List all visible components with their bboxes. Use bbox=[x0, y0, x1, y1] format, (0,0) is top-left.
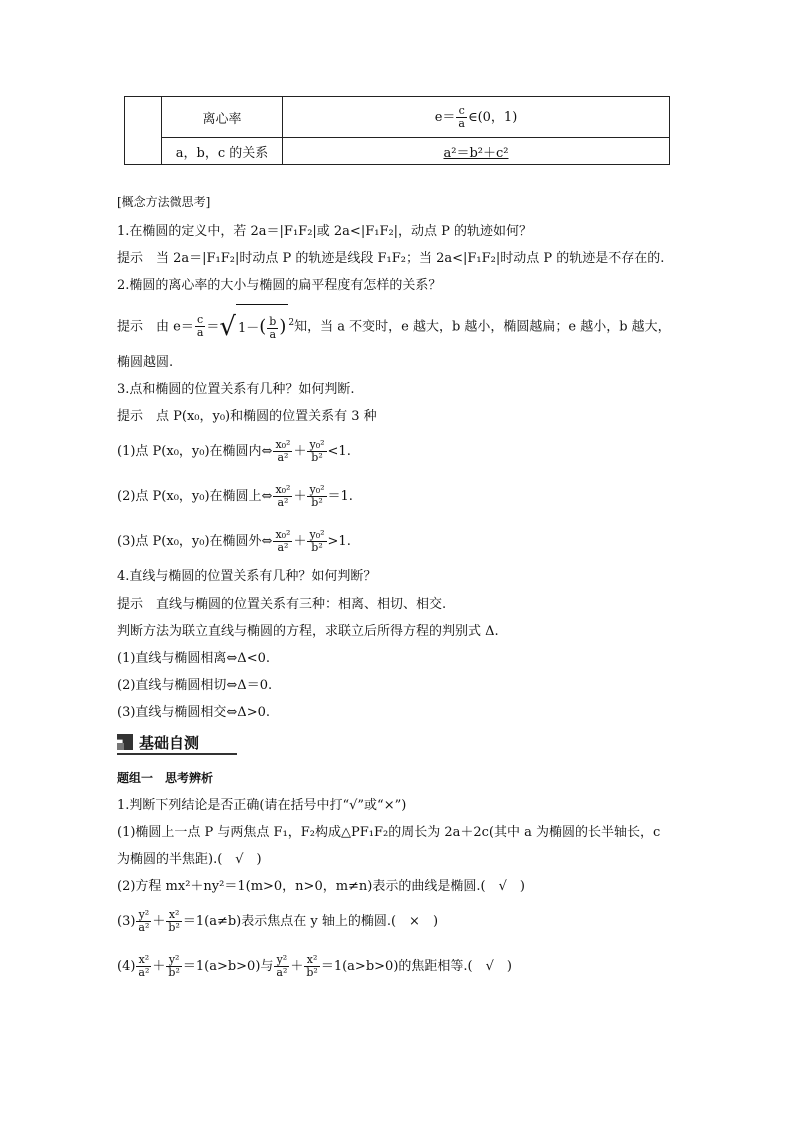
eccentricity-label: 离心率 bbox=[202, 111, 242, 127]
radicand-one: 1－ bbox=[237, 321, 260, 337]
fraction bbox=[166, 954, 181, 979]
fraction-denominator: a² bbox=[276, 966, 288, 979]
fraction-numerator: x² bbox=[136, 954, 151, 967]
item-4-mid-text: ＝1(a>b>0)与 bbox=[182, 959, 274, 974]
fraction-denominator: b² bbox=[311, 541, 323, 554]
case-2-text: (2)点 P(x₀，y₀)在椭圆上⇔ bbox=[117, 489, 273, 504]
fraction bbox=[307, 484, 326, 509]
fraction-denominator: b² bbox=[168, 921, 180, 934]
plus-sign: ＋ bbox=[293, 534, 307, 549]
equals-sign: ＝ bbox=[206, 319, 220, 335]
exercise-group-title: 题组一 思考辨析 bbox=[117, 771, 214, 785]
fraction bbox=[456, 105, 467, 130]
fraction bbox=[273, 439, 292, 464]
plus-sign: ＋ bbox=[293, 489, 307, 504]
fraction bbox=[136, 954, 151, 979]
table-cell-value bbox=[283, 138, 670, 165]
concept-heading: [概念方法微思考] bbox=[117, 195, 211, 209]
fraction-numerator: b bbox=[269, 315, 277, 329]
plus-sign: ＋ bbox=[152, 959, 166, 974]
fraction-numerator: c bbox=[456, 105, 467, 118]
fraction-numerator: x₀² bbox=[275, 528, 291, 541]
ellipse-properties-table bbox=[124, 96, 670, 165]
plus-sign: ＋ bbox=[293, 444, 307, 459]
fraction-numerator: y₀² bbox=[309, 528, 325, 541]
paren-open: ( bbox=[259, 316, 267, 338]
fraction-numerator: y² bbox=[274, 954, 289, 967]
fraction-numerator: x₀² bbox=[275, 483, 291, 496]
concept-answer-2 bbox=[117, 303, 671, 343]
item-3-number: (3) bbox=[117, 914, 136, 929]
table-cell-value bbox=[283, 97, 670, 138]
concept-answer-2-line-2: 椭圆越圆. bbox=[117, 355, 174, 370]
fraction-numerator: x² bbox=[304, 954, 319, 967]
fraction bbox=[267, 316, 278, 341]
fraction-denominator: a bbox=[458, 116, 465, 130]
concept-answer-1: 提示 当 2a＝|F₁F₂|时动点 P 的轨迹是线段 F₁F₂；当 2a<|F₁F₂|时动点 P 的轨迹是不存在的. bbox=[117, 251, 665, 266]
fraction-numerator: c bbox=[195, 314, 206, 327]
concept-answer-4: 提示 直线与椭圆的位置关系有三种：相离、相切、相交. bbox=[117, 597, 447, 612]
fraction-denominator: a bbox=[269, 328, 277, 342]
fraction bbox=[274, 954, 289, 979]
fraction-denominator: a² bbox=[277, 496, 289, 509]
answer-2-text: 知，当 a 不变时，e 越大，b 越小，椭圆越扁；e 越小，b 越大， bbox=[294, 319, 671, 335]
table-row bbox=[125, 138, 670, 165]
exponent: 2 bbox=[288, 318, 295, 328]
paren-close: ) bbox=[279, 316, 287, 338]
concept-question-3: 3.点和椭圆的位置关系有几种？如何判断. bbox=[117, 382, 355, 397]
concept-question-1: 1.在椭圆的定义中，若 2a＝|F₁F₂|或 2a<|F₁F₂|，动点 P 的轨迹如何？ bbox=[117, 224, 533, 239]
section-divider bbox=[117, 753, 237, 755]
fraction-denominator: a bbox=[196, 326, 204, 340]
exercise-item-1-line-2: 为椭圆的半焦距).( √ ) bbox=[117, 852, 262, 867]
eccentricity-prefix: e＝ bbox=[434, 109, 456, 125]
position-case-3 bbox=[117, 526, 351, 558]
fraction-denominator: a² bbox=[138, 966, 150, 979]
fraction bbox=[166, 909, 181, 934]
line-case-2: (2)直线与椭圆相切⇔Δ＝0. bbox=[117, 678, 273, 693]
fraction-denominator: b² bbox=[168, 966, 180, 979]
fraction-numerator: x² bbox=[166, 909, 181, 922]
exercise-item-3 bbox=[117, 906, 438, 938]
section-header bbox=[117, 731, 237, 753]
fraction-denominator: b² bbox=[311, 451, 323, 464]
fraction-denominator: b² bbox=[306, 966, 318, 979]
fraction-numerator: y² bbox=[136, 909, 151, 922]
exercise-item-4 bbox=[117, 951, 512, 983]
radicand bbox=[236, 304, 288, 349]
section-title: 基础自测 bbox=[139, 734, 200, 752]
fraction-numerator: y² bbox=[166, 954, 181, 967]
line-case-3: (3)直线与椭圆相交⇔Δ>0. bbox=[117, 705, 270, 720]
fraction-denominator: a² bbox=[277, 541, 289, 554]
fraction bbox=[307, 439, 326, 464]
fraction bbox=[273, 529, 292, 554]
eccentricity-range: ∈(0，1) bbox=[467, 109, 518, 125]
case-3-text: (3)点 P(x₀，y₀)在椭圆外⇔ bbox=[117, 534, 273, 549]
fraction bbox=[304, 954, 319, 979]
exercise-item-1: (1)椭圆上一点 P 与两焦点 F₁，F₂构成△PF₁F₂的周长为 2a＋2c(其中 a 为椭圆的长半轴长，c bbox=[117, 825, 661, 840]
fraction bbox=[195, 314, 206, 339]
answer-2-prefix: 提示 由 e＝ bbox=[117, 319, 194, 335]
case-3-suffix: >1. bbox=[327, 534, 351, 549]
fraction-numerator: y₀² bbox=[309, 438, 325, 451]
item-4-number: (4) bbox=[117, 959, 136, 974]
radical-icon: √ bbox=[219, 311, 236, 342]
concept-question-4: 4.直线与椭圆的位置关系有几种？如何判断？ bbox=[117, 569, 377, 584]
item-3-text: ＝1(a≠b)表示焦点在 y 轴上的椭圆.( × ) bbox=[182, 914, 439, 929]
exercise-item-2: (2)方程 mx²＋ny²＝1(m>0，n>0，m≠n)表示的曲线是椭圆.( √ ) bbox=[117, 879, 525, 894]
plus-sign: ＋ bbox=[152, 914, 166, 929]
fraction-numerator: y₀² bbox=[309, 483, 325, 496]
section-icon-accent bbox=[117, 743, 124, 750]
exercise-question-1: 1.判断下列结论是否正确(请在括号中打“√”或“×”) bbox=[117, 798, 407, 813]
case-2-suffix: ＝1. bbox=[327, 489, 353, 504]
plus-sign: ＋ bbox=[290, 959, 304, 974]
fraction-denominator: a² bbox=[138, 921, 150, 934]
square-root bbox=[219, 304, 288, 349]
concept-answer-4-method: 判断方法为联立直线与椭圆的方程，求联立后所得方程的判别式 Δ. bbox=[117, 624, 499, 639]
relation-value: a²＝b²＋c² bbox=[443, 145, 509, 161]
case-1-suffix: <1. bbox=[327, 444, 351, 459]
item-4-text: ＝1(a>b>0)的焦距相等.( √ ) bbox=[320, 959, 512, 974]
fraction-denominator: a² bbox=[277, 451, 289, 464]
fraction bbox=[273, 484, 292, 509]
case-1-text: (1)点 P(x₀，y₀)在椭圆内⇔ bbox=[117, 444, 273, 459]
relation-label: a，b，c 的关系 bbox=[175, 145, 269, 161]
fraction bbox=[136, 909, 151, 934]
table-cell-label bbox=[162, 138, 283, 165]
concept-answer-3: 提示 点 P(x₀，y₀)和椭圆的位置关系有 3 种 bbox=[117, 409, 377, 424]
table-cell-empty bbox=[125, 97, 162, 165]
table-row bbox=[125, 97, 670, 138]
fraction bbox=[307, 529, 326, 554]
table-cell-label bbox=[162, 97, 283, 138]
line-case-1: (1)直线与椭圆相离⇔Δ<0. bbox=[117, 651, 270, 666]
position-case-2 bbox=[117, 481, 353, 513]
fraction-numerator: x₀² bbox=[275, 438, 291, 451]
fraction-denominator: b² bbox=[311, 496, 323, 509]
concept-question-2: 2.椭圆的离心率的大小与椭圆的扁平程度有怎样的关系？ bbox=[117, 278, 442, 293]
position-case-1 bbox=[117, 436, 351, 468]
